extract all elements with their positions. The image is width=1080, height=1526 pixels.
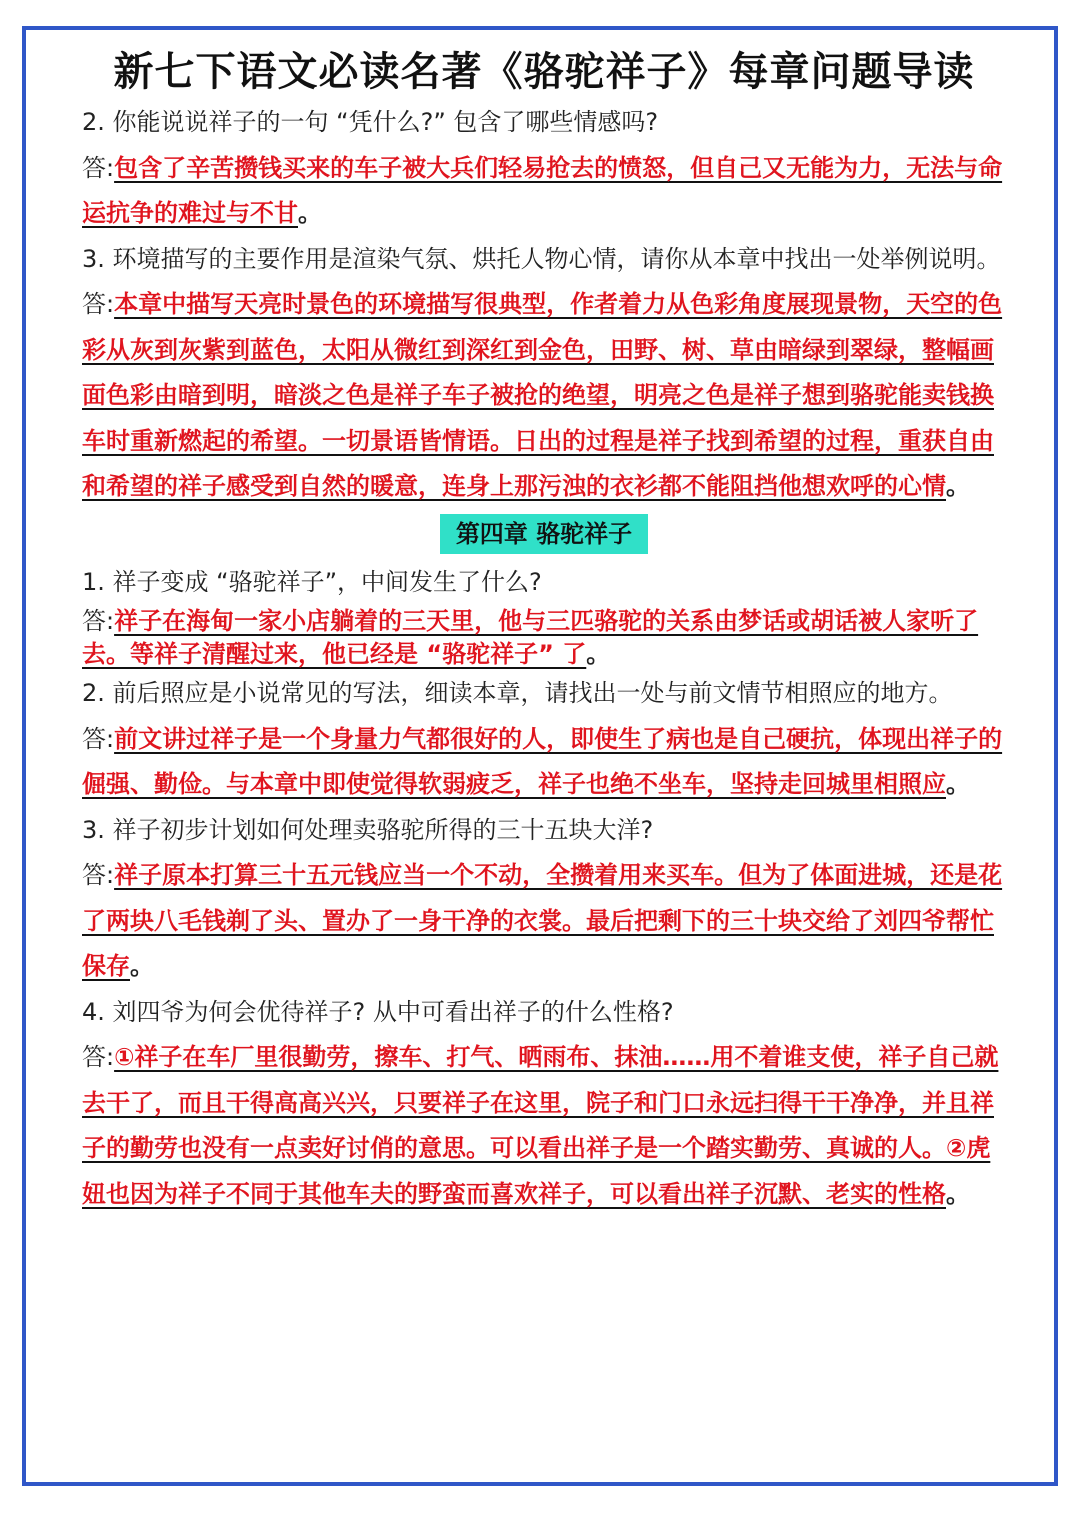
question-2: 2. 前后照应是小说常见的写法，细读本章，请找出一处与前文情节相照应的地方。 [82,679,953,707]
answer-2 [82,146,1006,237]
chapter-heading-wrap [82,514,1006,554]
answer-text: 包含了辛苦攒钱买来的车子被大兵们轻易抢去的愤怒，但自己又无能为力，无法与命运抗争的难过与不甘 [82,153,1003,227]
question-1: 1. 祥子变成 “骆驼祥子”，中间发生了什么? [82,567,542,596]
question-3: 3. 祥子初步计划如何处理卖骆驼所得的三十五块大洋? [82,815,654,844]
answer-text: 祥子原本打算三十五元钱应当一个不动，全攒着用来买车。但为了体面进城，还是花了两块八毛钱剃了头、置办了一身干净的衣裳。最后把剩下的三十块交给了刘四爷帮忙保存 [82,861,1003,980]
answer-label: 答: [82,607,115,635]
answer-text: ①祥子在车厂里很勤劳，擦车、打气、晒雨布、抹油……用不着谁支使，祥子自己就去干了，而且干得高高兴兴，只要祥子在这里，院子和门口永远扫得干干净净，并且祥子的勤劳也没有一点卖好讨俏的意思。可以看出祥子是一个踏实勤劳、真诚的人。②虎妞也因为祥子不同于其他车夫的野蛮而喜欢祥子，可以看出祥子沉默、老实的性格 [82,1043,999,1208]
answer-label: 答: [82,1043,115,1071]
answer-3 [82,853,1006,990]
answer-text: 本章中描写天亮时景色的环境描写很典型，作者着力从色彩角度展现景物，天空的色彩从灰到灰紫到蓝色，太阳从微红到深红到金色，田野、树、草由暗绿到翠绿，整幅画面色彩由暗到明，暗淡之色是祥子车子被抢的绝望，明亮之色是祥子想到骆驼能卖钱换车时重新燃起的希望。一切景语皆情语。日出的过程是祥子找到希望的过程，重获自由和希望的祥子感受到自然的暖意，连身上那污浊的衣衫都不能阻挡他想欢呼的心情 [82,290,1003,500]
answer-end: 。 [946,1179,970,1208]
answer-end: 。 [586,640,611,668]
answer-end: 。 [946,472,970,500]
answer-text: 祥子在海甸一家小店躺着的三天里，他与三匹骆驼的关系由梦话或胡话被人家听了去。等祥子清醒过来，他已经是 “骆驼祥子” 了 [82,607,979,668]
question-3: 3. 环境描写的主要作用是渲染气氛、烘托人物心情，请你从本章中找出一处举例说明。 [82,244,1001,273]
answer-4 [82,1035,1006,1217]
answer-label: 答: [82,861,115,889]
page-frame [22,26,1058,1486]
answer-3 [82,282,1006,510]
section-chapter4 [82,560,1006,1218]
answer-label: 答: [82,290,115,318]
page-content [82,44,1006,1217]
section-chapter3 [82,100,1006,510]
page-title: 新七下语文必读名著《骆驼祥子》每章问题导读 [113,49,975,95]
answer-end: 。 [946,770,970,798]
answer-text: 前文讲过祥子是一个身量力气都很好的人，即使生了病也是自己硬抗，体现出祥子的倔强、勤俭。与本章中即使觉得软弱疲乏，祥子也绝不坐车，坚持走回城里相照应 [82,724,1003,798]
chapter-heading: 第四章 骆驼祥子 [440,514,648,554]
answer-end: 。 [130,952,154,980]
answer-label: 答: [82,153,115,182]
answer-2 [82,717,1006,808]
answer-end: 。 [298,199,322,227]
question-4: 4. 刘四爷为何会优待祥子? 从中可看出祥子的什么性格? [82,997,674,1026]
answer-label: 答: [82,724,115,753]
answer-1 [82,605,1006,671]
question-2: 2. 你能说说祥子的一句 “凭什么?” 包含了哪些情感吗? [82,108,659,136]
